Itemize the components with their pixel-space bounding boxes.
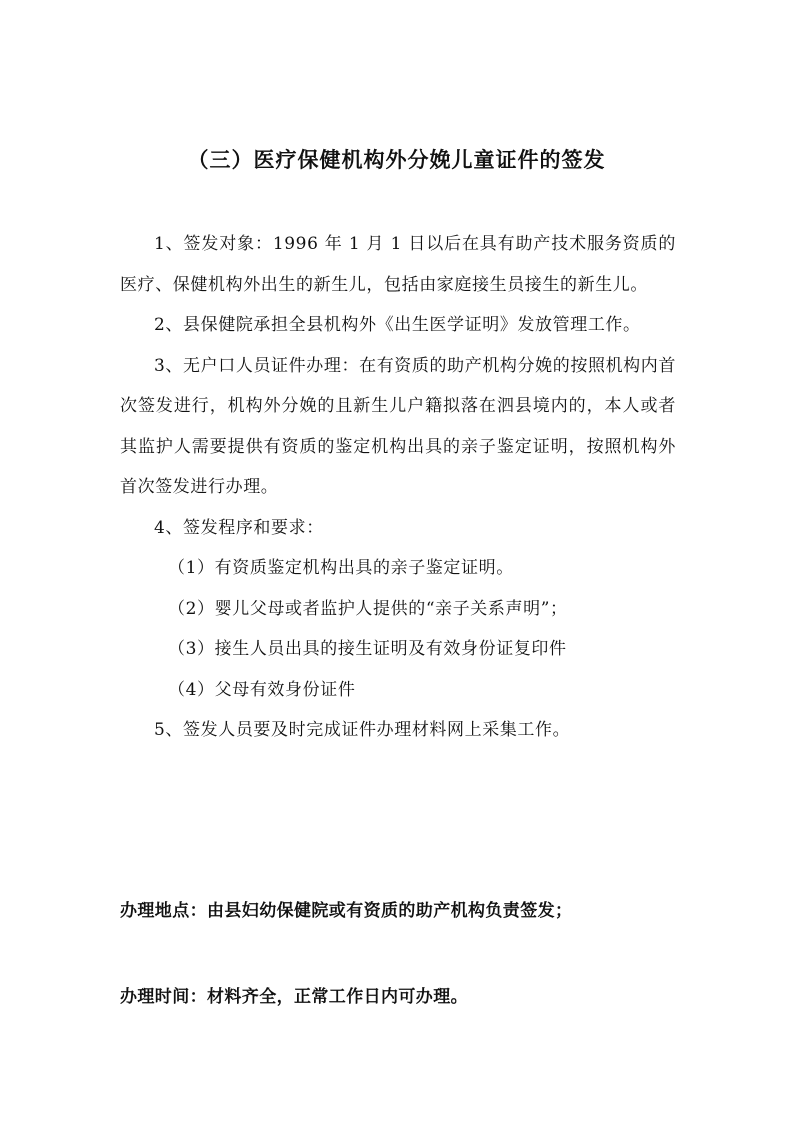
paragraph-procedure-heading: 4、签发程序和要求：: [154, 517, 324, 538]
document-body: [120, 224, 676, 751]
handling-location: 办理地点：由县妇幼保健院或有资质的助产机构负责签发；: [120, 901, 573, 921]
paragraph-signing-target: 1、签发对象：1996 年 1 月 1 日以后在具有助产技术服务资质的医疗、保健机构外出生的新生儿，包括由家庭接生员接生的新生儿。: [120, 234, 676, 295]
list-item: （2）婴儿父母或者监护人提供的“亲子关系声明”；: [168, 598, 568, 619]
paragraph-data-collection: 5、签发人员要及时完成证件办理材料网上采集工作。: [154, 720, 571, 740]
document-title: （三）医疗保健机构外分娩儿童证件的签发: [187, 148, 606, 172]
list-item: （3）接生人员出具的接生证明及有效身份证复印件: [168, 639, 567, 659]
handling-time: 办理时间：材料齐全，正常工作日内可办理。: [120, 987, 468, 1007]
paragraph-unregistered-persons: 3、无户口人员证件办理：在有资质的助产机构分娩的按照机构内首次签发进行，机构外分娩的且新生儿户籍拟落在泗县境内的，本人或者其监护人需要提供有资质的鉴定机构出具的亲子鉴定证明，按照机构外首次签发进行办理。: [120, 355, 676, 497]
list-item: （4）父母有效身份证件: [168, 679, 356, 700]
paragraph-management: 2、县保健院承担全县机构外《出生医学证明》发放管理工作。: [154, 315, 641, 335]
list-item: （1）有资质鉴定机构出具的亲子鉴定证明。: [168, 558, 514, 578]
